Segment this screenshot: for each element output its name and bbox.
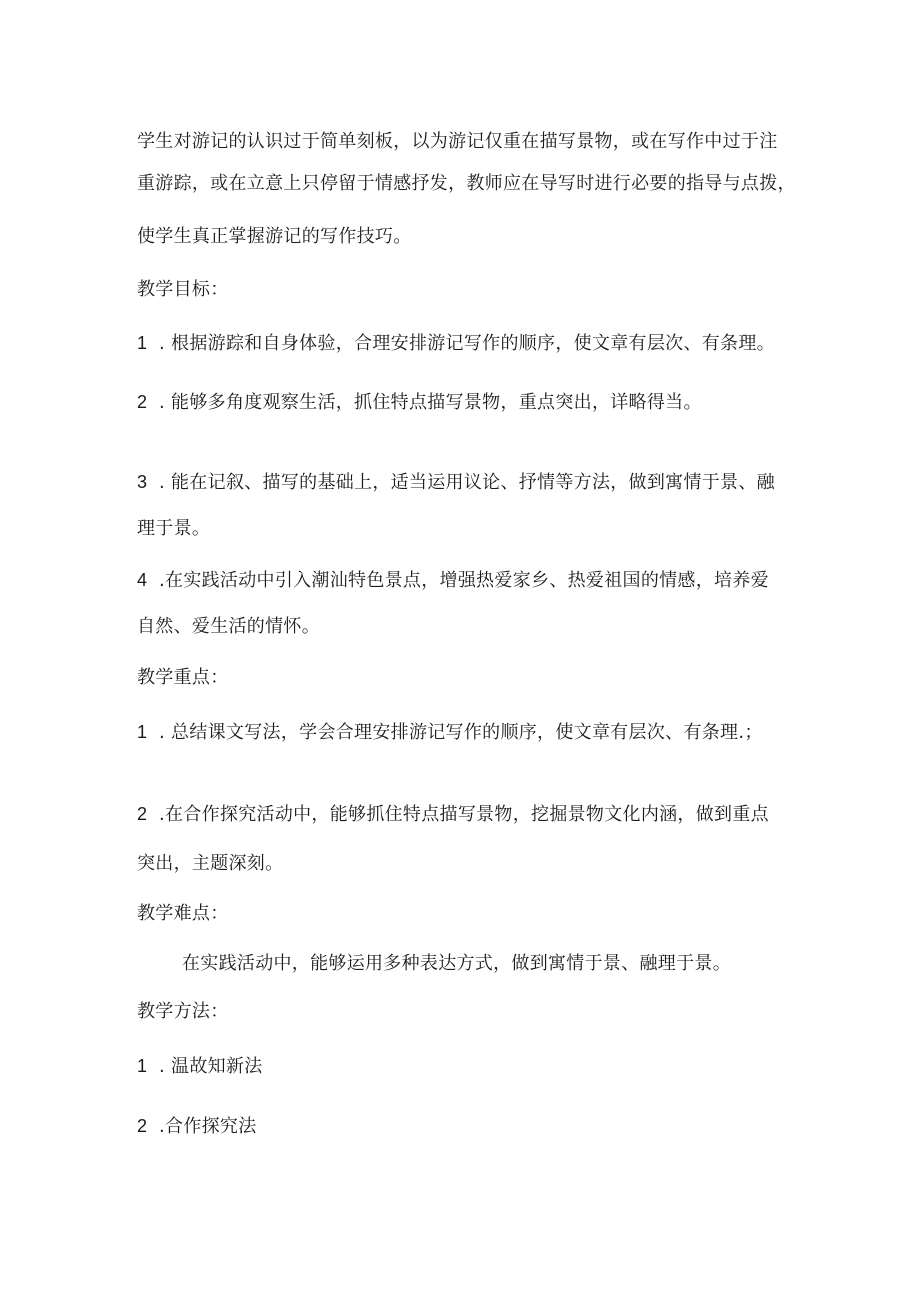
intro-line-2: 重游踪，或在立意上只停留于情感抒发，教师应在导写时进行必要的指导与点拨， — [137, 173, 796, 194]
key-points-heading: 教学重点： — [137, 667, 229, 688]
objective-item-text: .在实践活动中引入潮汕特色景点，增强热爱家乡、热爱祖国的情感，培养爱 — [159, 570, 769, 591]
difficulty-text: 在实践活动中，能够运用多种表达方式，做到寓情于景、融理于景。 — [182, 953, 731, 974]
objective-item-1 — [137, 331, 787, 356]
key-point-item-number: 2 — [137, 804, 148, 824]
objective-item-4 — [137, 568, 787, 593]
method-item-2 — [137, 1114, 787, 1139]
intro-line-1: 学生对游记的认识过于简单刻板，以为游记仅重在描写景物，或在写作中过于注 — [137, 131, 778, 152]
objective-item-3-continued: 理于景。 — [137, 518, 211, 539]
key-point-item-number: 1 — [137, 722, 148, 742]
objective-item-text: . 能够多角度观察生活，抓住特点描写景物，重点突出，详略得当。 — [159, 392, 702, 413]
objective-item-number: 2 — [137, 392, 148, 412]
method-item-1 — [137, 1054, 787, 1079]
methods-heading: 教学方法： — [137, 1001, 229, 1022]
objective-item-number: 4 — [137, 570, 148, 590]
method-item-text: .合作探究法 — [159, 1116, 257, 1137]
objective-item-3 — [137, 470, 787, 495]
objective-item-text: . 根据游踪和自身体验，合理安排游记写作的顺序，使文章有层次、有条理。 — [159, 333, 775, 354]
objective-item-4-continued: 自然、爱生活的情怀。 — [137, 616, 320, 637]
method-item-number: 1 — [137, 1056, 148, 1076]
difficulty-heading: 教学难点： — [137, 903, 229, 924]
key-point-item-text: . 总结课文写法，学会合理安排游记写作的顺序，使文章有层次、有条理.； — [159, 722, 763, 743]
intro-line-3: 使学生真正掌握游记的写作技巧。 — [137, 226, 412, 247]
objective-item-2 — [137, 390, 787, 415]
key-point-item-2 — [137, 802, 787, 827]
key-point-item-text: .在合作探究活动中，能够抓住特点描写景物，挖掘景物文化内涵，做到重点 — [159, 804, 769, 825]
objective-item-number: 1 — [137, 333, 148, 353]
key-point-item-1 — [137, 720, 787, 745]
key-point-item-2-continued: 突出，主题深刻。 — [137, 853, 284, 874]
objectives-heading: 教学目标： — [137, 279, 229, 300]
objective-item-number: 3 — [137, 472, 148, 492]
method-item-number: 2 — [137, 1116, 148, 1136]
objective-item-text: . 能在记叙、描写的基础上，适当运用议论、抒情等方法，做到寓情于景、融 — [159, 472, 775, 493]
method-item-text: . 温故知新法 — [159, 1056, 263, 1077]
